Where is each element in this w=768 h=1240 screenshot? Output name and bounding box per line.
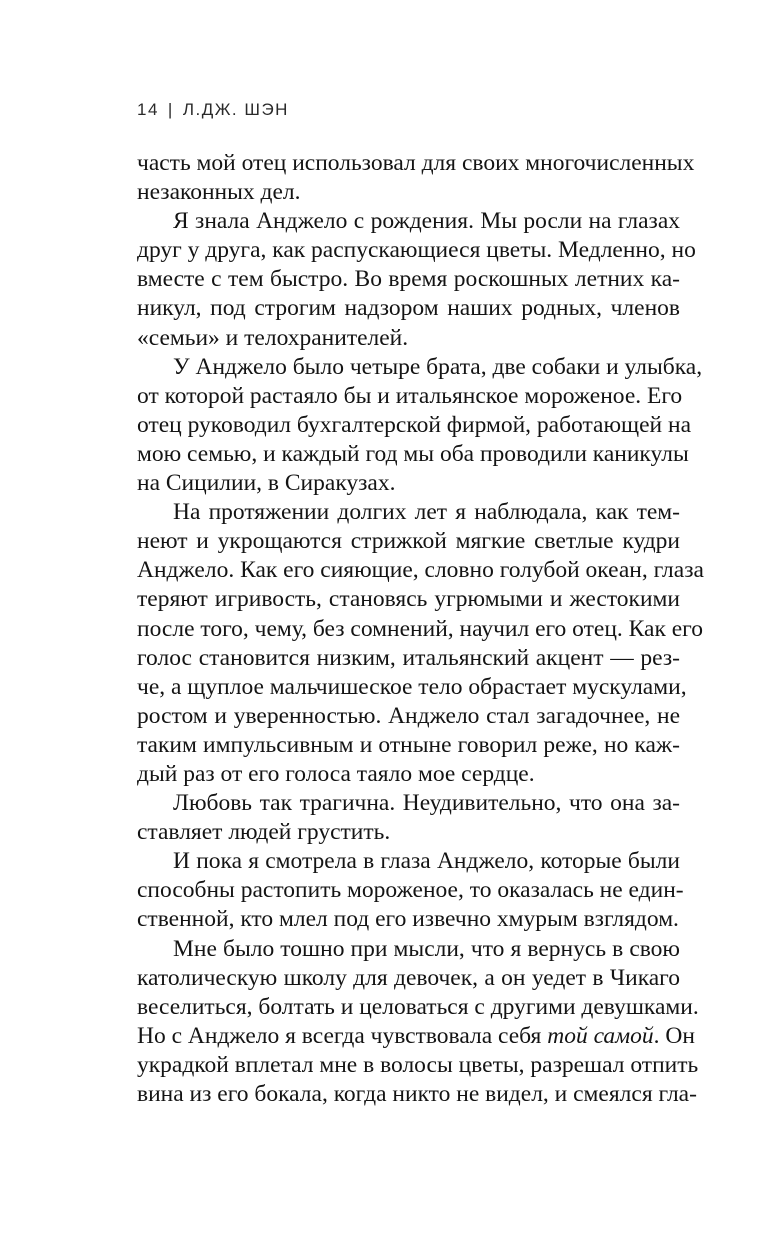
text-line: на Сицилии, в Сиракузах. — [137, 470, 396, 497]
paragraph-first-line: И пока я смотрела в глаза Анджело, которые были — [173, 848, 680, 875]
text-line: незаконных дел. — [137, 179, 301, 206]
text-segment: . Он — [653, 1022, 695, 1049]
text-line: ростом и уверенностью. Анджело стал загадочнее, не — [137, 702, 680, 729]
text-line: теряют игривость, становясь угрюмыми и жестокими — [137, 586, 680, 613]
text-line: Анджело. Как его сияющие, словно голубой океан, глаза — [137, 557, 704, 584]
text-line: мою семью, и каждый год мы оба проводили каникулы — [137, 440, 689, 467]
text-line: ставляет людей грустить. — [137, 819, 391, 846]
text-line: дый раз от его голоса таяло мое сердце. — [137, 760, 535, 787]
text-line-with-emphasis — [137, 1022, 695, 1051]
text-line: ственной, кто млел под его извечно хмурым взглядом. — [137, 906, 679, 933]
running-head — [137, 100, 289, 120]
page-number: 14 — [137, 100, 159, 119]
text-line: «семьи» и телохранителей. — [137, 324, 409, 351]
text-line: отец руководил бухгалтерской фирмой, работающей на — [137, 411, 692, 438]
text-line: вина из его бокала, когда никто не видел, и смеялся гла- — [137, 1081, 697, 1107]
paragraph-first-line: Мне было тошно при мысли, что я вернусь в свою — [173, 935, 680, 962]
text-line: неют и укрощаются стрижкой мягкие светлые кудри — [137, 528, 680, 555]
header-separator: | — [167, 100, 174, 119]
text-line: голос становится низким, итальянский акцент — рез- — [137, 644, 680, 671]
body-text — [137, 149, 704, 1109]
text-line: никул, под строгим надзором наших родных, членов — [137, 295, 680, 322]
text-line: от которой растаяло бы и итальянское мороженое. Его — [137, 382, 683, 409]
text-line: таким импульсивным и отныне говорил реже, но каж- — [137, 731, 680, 758]
text-line: че, а щуплое мальчишеское тело обрастает мускулами, — [137, 673, 687, 700]
text-line: друг у друга, как распускающиеся цветы. Медленно, но — [137, 237, 696, 264]
text-line: украдкой вплетал мне в волосы цветы, разрешал отпить — [137, 1051, 699, 1078]
text-line: вместе с тем быстро. Во время роскошных летних ка- — [137, 266, 680, 293]
text-line: католическую школу для девочек, а он уедет в Чикаго — [137, 964, 680, 991]
text-line: веселиться, болтать и целоваться с другими девушками. — [137, 993, 699, 1020]
paragraph-first-line: Я знала Анджело с рождения. Мы росли на глазах — [173, 208, 680, 235]
text-segment: Но с Анджело я всегда чувствовала себя — [137, 1022, 548, 1049]
text-line: способны растопить мороженое, то оказалась не един- — [137, 877, 684, 904]
paragraph-first-line: Любовь так трагична. Неудивительно, что она за- — [173, 790, 680, 817]
text-line: после того, чему, без сомнений, научил его отец. Как его — [137, 615, 703, 642]
paragraph-first-line: На протяжении долгих лет я наблюдала, как тем- — [173, 499, 680, 526]
paragraph-first-line: У Анджело было четыре брата, две собаки и улыбка, — [173, 353, 703, 380]
text-line: часть мой отец использовал для своих многочисленных — [137, 150, 695, 176]
emphasized-text: той самой — [547, 1022, 654, 1049]
author-name: Л.ДЖ. ШЭН — [182, 100, 289, 119]
